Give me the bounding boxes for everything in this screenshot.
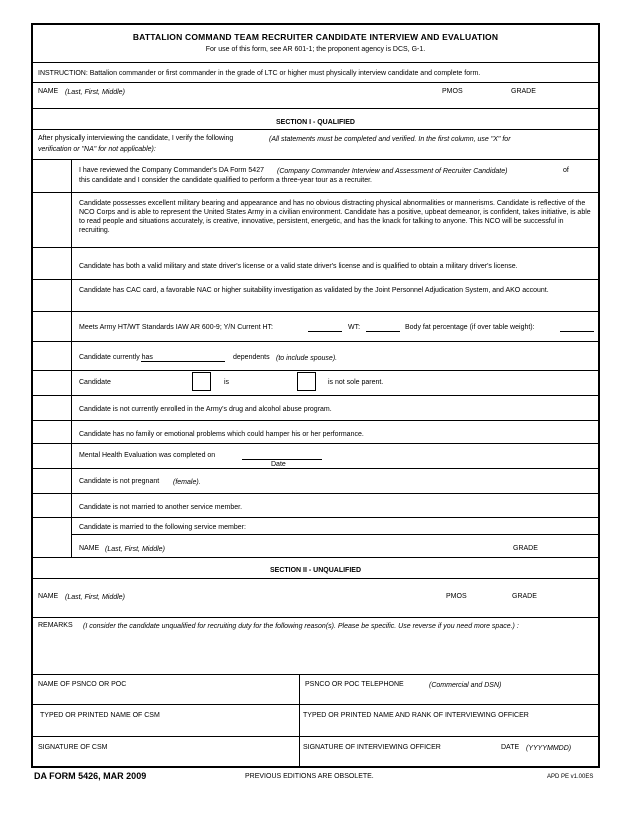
item1-text-italic: (Company Commander Interview and Assessment of Recruiter Candidate) [277, 168, 508, 175]
weight-field[interactable] [366, 331, 400, 332]
officer-name-label: TYPED OR PRINTED NAME AND RANK OF INTERVIEWING OFFICER [303, 712, 529, 719]
item6-check-cell[interactable] [33, 341, 71, 370]
instruction-text: INSTRUCTION: Battalion commander or first commander in the grade of LTC or higher must physically interview candidate and complete form. [38, 70, 481, 77]
candidate-grade-field[interactable] [507, 82, 600, 108]
apd-version: APD PE v1.00ES [547, 774, 594, 780]
form-id: DA FORM 5426, MAR 2009 [34, 771, 147, 781]
s2-name-hint: (Last, First, Middle) [65, 594, 125, 601]
item2-check-cell[interactable] [33, 192, 71, 247]
spouse-grade-label: GRADE [513, 545, 538, 552]
unqualified-pmos-field[interactable] [437, 578, 507, 617]
item6-text-b: dependents [233, 354, 270, 361]
item7-text-a: Candidate [79, 379, 111, 386]
form-subtitle: For use of this form, see AR 601-1; the proponent agency is DCS, G-1. [205, 46, 426, 53]
date-hint: (YYYYMMDD) [526, 745, 572, 752]
item6-text-a: Candidate currently has [79, 354, 153, 361]
is-sole-parent-checkbox[interactable] [192, 372, 211, 391]
spouse-name-hint: (Last, First, Middle) [105, 546, 165, 553]
item9-check-cell[interactable] [33, 420, 71, 443]
item7-check-cell[interactable] [33, 370, 71, 395]
item13-check-cell[interactable] [33, 517, 71, 557]
csm-signature-field[interactable] [33, 736, 299, 768]
item11-text-italic: (female). [173, 479, 201, 486]
bodyfat-field[interactable] [560, 331, 594, 332]
item12-check-cell[interactable] [33, 493, 71, 517]
item4-text: Candidate has CAC card, a favorable NAC or higher suitability investigation as validated by the Joint Personnel Adjudication System, and AKO account. [79, 287, 549, 294]
item12-text: Candidate is not married to another service member. [79, 504, 243, 511]
section1-intro-italic2: verification or "NA" for not applicable): [38, 146, 156, 153]
psnco-name-label: NAME OF PSNCO OR POC [38, 681, 127, 688]
s2-name-label: NAME [38, 593, 59, 600]
name-hint: (Last, First, Middle) [65, 89, 125, 96]
item1-text-of: of [563, 167, 569, 174]
section1-intro: After physically interviewing the candidate, I verify the following [38, 135, 234, 142]
spouse-name-label: NAME [79, 545, 100, 552]
section1-intro-italic: (All statements must be completed and verified. In the first column, use "X" for [269, 136, 511, 143]
item7-text-b: is not sole parent. [328, 379, 384, 386]
form-frame [31, 23, 600, 768]
item1-check-cell[interactable] [33, 159, 71, 192]
bodyfat-label: Body fat percentage (if over table weight): [405, 324, 535, 331]
is-not-sole-parent-checkbox[interactable] [297, 372, 316, 391]
item9-text: Candidate has no family or emotional problems which could hamper his or her performance. [79, 431, 364, 438]
item5-check-cell[interactable] [33, 311, 71, 341]
item4-check-cell[interactable] [33, 279, 71, 311]
candidate-name-field[interactable] [33, 82, 437, 108]
item1-text-a: I have reviewed the Company Commander's DA Form 5427 [79, 167, 264, 174]
psnco-phone-field[interactable] [300, 674, 600, 704]
officer-signature-label: SIGNATURE OF INTERVIEWING OFFICER [303, 744, 441, 751]
item10-date-label: Date [271, 461, 286, 468]
spouse-name-field[interactable] [72, 535, 600, 557]
item2-text: Candidate possesses excellent military bearing and appearance and has no obvious distracting physical abnormalities or mannerisms. Candidate is reflective of the NCO Corps and is able to represent the United States Army in a civilian environment. Candidate has a positive, upbeat demeanor, is confident, takes initiative, is able to read people and situations accurately, is creative, innovative, persistent, energetic, and has the knack for talking to anyone. This NCO will be successful in recruiting. [79, 200, 591, 234]
psnco-phone-label: PSNCO OR POC TELEPHONE [305, 681, 404, 688]
pmos-label: PMOS [442, 88, 463, 95]
item10-text: Mental Health Evaluation was completed on [79, 452, 216, 459]
officer-name-field[interactable] [300, 704, 600, 736]
item11-check-cell[interactable] [33, 468, 71, 493]
csm-name-field[interactable] [33, 704, 299, 736]
dependents-field[interactable] [141, 361, 225, 362]
unqualified-grade-field[interactable] [507, 578, 600, 617]
section2-heading: SECTION II - UNQUALIFIED [270, 567, 361, 574]
item7-text-is: is [224, 379, 230, 386]
psnco-phone-hint: (Commercial and DSN) [429, 682, 502, 689]
candidate-pmos-field[interactable] [437, 82, 507, 108]
unqualified-name-field[interactable] [33, 578, 437, 617]
item8-check-cell[interactable] [33, 395, 71, 420]
grade-label: GRADE [511, 88, 536, 95]
item3-check-cell[interactable] [33, 247, 71, 279]
item11-text: Candidate is not pregnant [79, 478, 160, 485]
height-field[interactable] [308, 331, 342, 332]
item13-text: Candidate is married to the following service member: [79, 524, 246, 531]
item5-text: Meets Army HT/WT Standards IAW AR 600-9; Y/N Current HT: [79, 324, 273, 331]
weight-label: WT: [348, 324, 361, 331]
psnco-name-field[interactable] [33, 674, 299, 704]
name-label: NAME [38, 88, 59, 95]
officer-signature-field[interactable] [300, 736, 600, 768]
s2-grade-label: GRADE [512, 593, 537, 600]
section1-heading: SECTION I - QUALIFIED [276, 119, 355, 126]
remarks-hint: (I consider the candidate unqualified for recruiting duty for the following reason(s). Please be specific. Use reverse if you need more space.) : [83, 623, 519, 630]
item3-text: Candidate has both a valid military and state driver's license or a valid state driver's license and is qualified to obtain a military driver's license. [79, 263, 518, 270]
remarks-label: REMARKS [38, 622, 73, 629]
csm-signature-label: SIGNATURE OF CSM [38, 744, 108, 751]
item1-text-b: this candidate and I consider the candidate qualified to perform a three-year tour as a recruiter. [79, 177, 373, 184]
date-label: DATE [501, 744, 520, 751]
item6-text-italic: (to include spouse). [276, 355, 338, 362]
remarks-field[interactable] [33, 617, 600, 674]
item8-text: Candidate is not currently enrolled in the Army's drug and alcohol abuse program. [79, 406, 332, 413]
s2-pmos-label: PMOS [446, 593, 467, 600]
item10-check-cell[interactable] [33, 443, 71, 468]
csm-name-label: TYPED OR PRINTED NAME OF CSM [40, 712, 160, 719]
obsolete-note: PREVIOUS EDITIONS ARE OBSOLETE. [245, 773, 374, 780]
form-title: BATTALION COMMAND TEAM RECRUITER CANDIDATE INTERVIEW AND EVALUATION [132, 32, 499, 42]
